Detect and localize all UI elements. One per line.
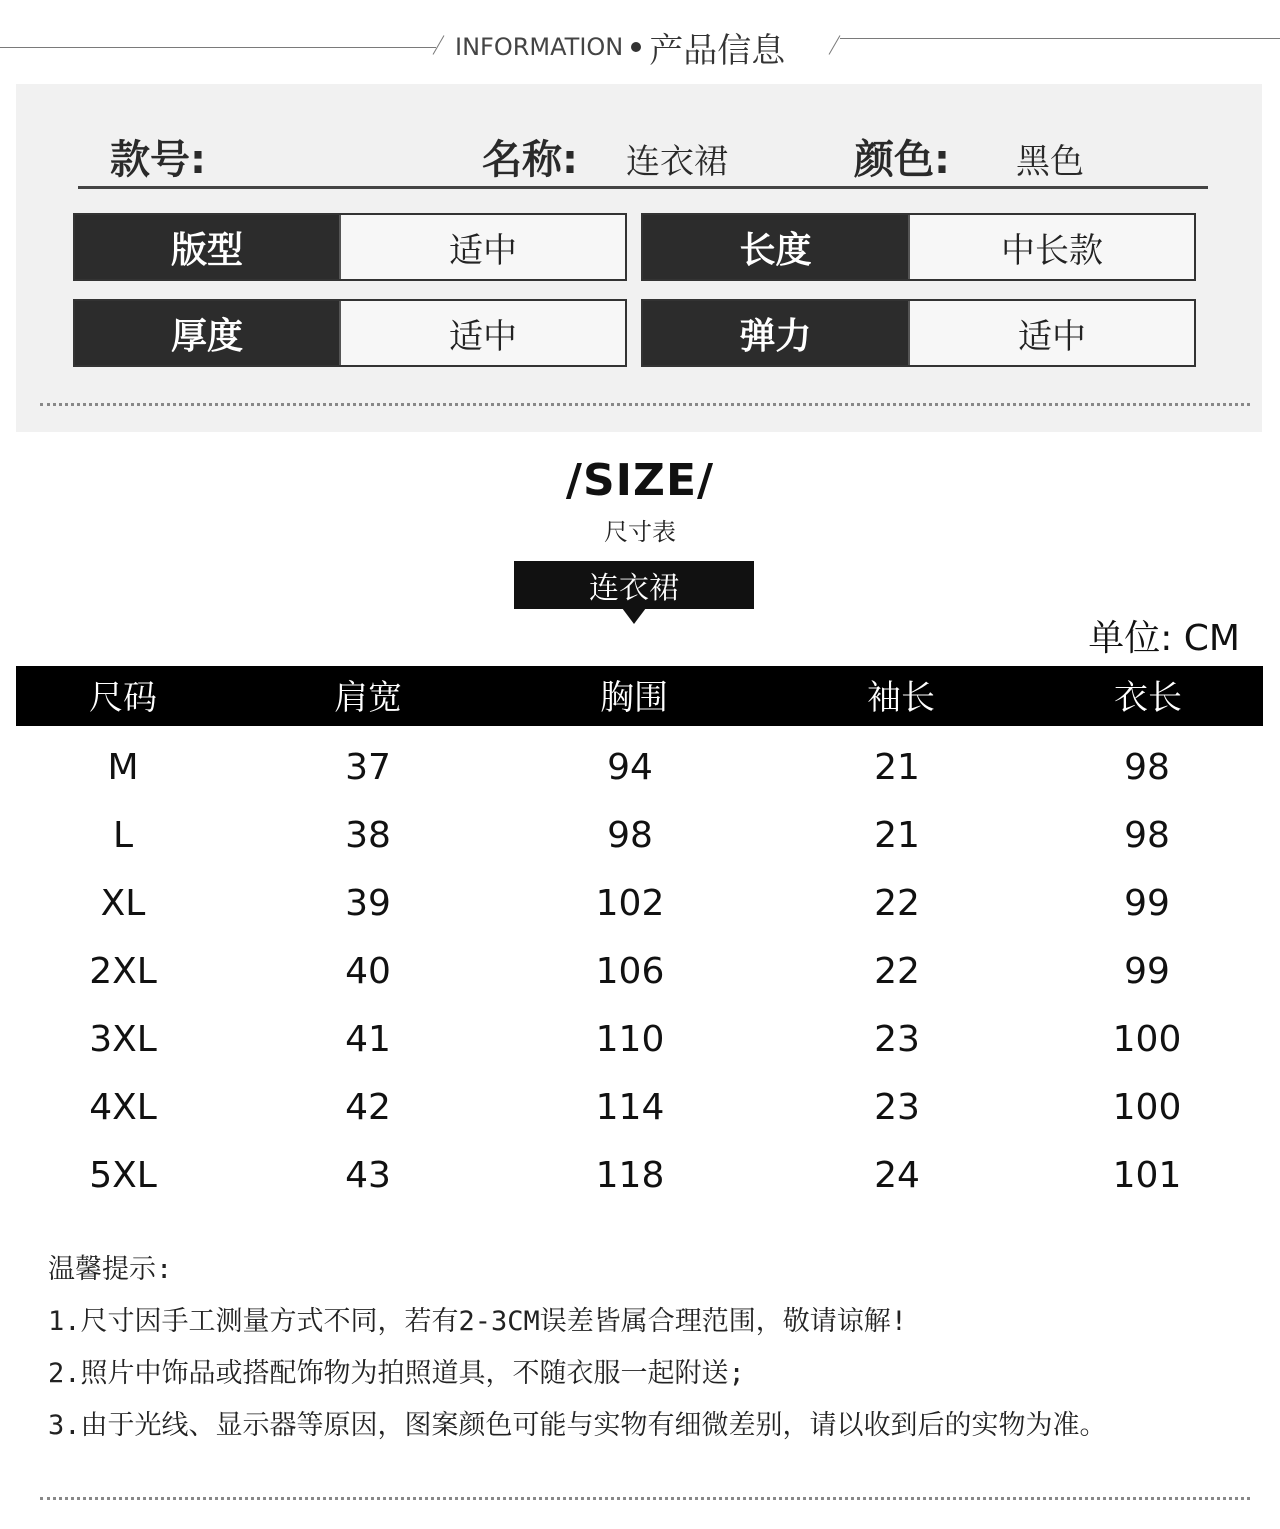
attribute-value: 中长款 [908, 215, 1194, 279]
cell-sleeve: 21 [874, 747, 920, 788]
cell-length: 100 [1112, 1019, 1182, 1060]
column-header-shoulder: 肩宽 [334, 678, 402, 718]
cell-size: XL [100, 883, 146, 924]
cell-size: 4XL [89, 1087, 157, 1128]
name-label: 名称: [482, 137, 578, 183]
cell-shoulder: 43 [345, 1155, 391, 1196]
cell-length: 100 [1112, 1087, 1182, 1128]
attribute-value: 适中 [908, 301, 1194, 365]
cell-size: 5XL [89, 1155, 157, 1196]
header-slash-left [433, 35, 445, 55]
cell-sleeve: 21 [874, 815, 920, 856]
notes-title: 温馨提示: [48, 1254, 173, 1285]
cell-shoulder: 37 [345, 747, 391, 788]
cell-shoulder: 38 [345, 815, 391, 856]
cell-sleeve: 22 [874, 951, 920, 992]
section-title-information [455, 22, 815, 72]
note-item: 1.尺寸因手工测量方式不同，若有2-3CM误差皆属合理范围，敬请谅解! [48, 1306, 908, 1337]
cell-bust: 102 [595, 883, 665, 924]
cell-shoulder: 39 [345, 883, 391, 924]
header-slash-right [829, 35, 841, 55]
cell-bust: 114 [595, 1087, 665, 1128]
cell-sleeve: 23 [874, 1019, 920, 1060]
cell-bust: 94 [607, 747, 653, 788]
column-header-sleeve: 袖长 [867, 678, 935, 718]
table-row [0, 1006, 1280, 1074]
attribute-key: 长度 [643, 215, 908, 279]
size-table-header [16, 666, 1263, 726]
dotted-divider [40, 403, 1250, 406]
attribute-value: 适中 [339, 215, 625, 279]
cell-bust: 118 [595, 1155, 665, 1196]
color-label: 颜色: [854, 137, 950, 183]
column-header-length: 衣长 [1114, 678, 1182, 718]
table-row [0, 802, 1280, 870]
attribute-elasticity [641, 299, 1196, 367]
unit-label: 单位: CM [1088, 618, 1240, 659]
cell-sleeve: 22 [874, 883, 920, 924]
style-no-label: 款号: [110, 137, 206, 183]
notes-section [48, 1250, 1268, 1458]
cell-size: 2XL [89, 951, 157, 992]
size-subtitle: 尺寸表 [604, 518, 676, 546]
tag-pointer-icon [622, 608, 646, 624]
attribute-length [641, 213, 1196, 281]
header-rule-left [0, 47, 436, 48]
attribute-key: 厚度 [75, 301, 339, 365]
cell-size: M [107, 747, 139, 788]
bullet-icon [631, 42, 641, 52]
cell-bust: 110 [595, 1019, 665, 1060]
cell-shoulder: 42 [345, 1087, 391, 1128]
size-title: /SIZE/ [565, 455, 715, 506]
column-header-bust: 胸围 [600, 678, 668, 718]
name-value: 连衣裙 [626, 142, 728, 182]
cell-shoulder: 41 [345, 1019, 391, 1060]
table-row [0, 1074, 1280, 1142]
section-title-cn: 产品信息 [649, 30, 786, 71]
product-basic-row [78, 128, 1208, 186]
column-header-size: 尺码 [89, 678, 157, 718]
note-item: 2.照片中饰品或搭配饰物为拍照道具，不随衣服一起附送; [48, 1358, 745, 1389]
header-rule-right [840, 38, 1280, 39]
attribute-fit [73, 213, 627, 281]
category-tag: 连衣裙 [514, 561, 754, 609]
color-value: 黑色 [1016, 142, 1084, 182]
cell-length: 98 [1124, 747, 1170, 788]
note-item: 3.由于光线、显示器等原因，图案颜色可能与实物有细微差别，请以收到后的实物为准。 [48, 1410, 1107, 1441]
table-row [0, 938, 1280, 1006]
table-row [0, 870, 1280, 938]
cell-size: L [112, 815, 134, 856]
section-title-en: INFORMATION [455, 33, 624, 61]
product-basic-underline [78, 186, 1208, 189]
attribute-thickness [73, 299, 627, 367]
attribute-key: 版型 [75, 215, 339, 279]
dotted-divider-bottom [40, 1497, 1250, 1500]
cell-length: 98 [1124, 815, 1170, 856]
cell-length: 99 [1124, 951, 1170, 992]
cell-shoulder: 40 [345, 951, 391, 992]
cell-bust: 106 [595, 951, 665, 992]
cell-length: 101 [1112, 1155, 1182, 1196]
attribute-value: 适中 [339, 301, 625, 365]
cell-size: 3XL [89, 1019, 157, 1060]
cell-sleeve: 24 [874, 1155, 920, 1196]
cell-sleeve: 23 [874, 1087, 920, 1128]
table-row [0, 734, 1280, 802]
cell-bust: 98 [607, 815, 653, 856]
attribute-key: 弹力 [643, 301, 908, 365]
table-row [0, 1142, 1280, 1210]
cell-length: 99 [1124, 883, 1170, 924]
